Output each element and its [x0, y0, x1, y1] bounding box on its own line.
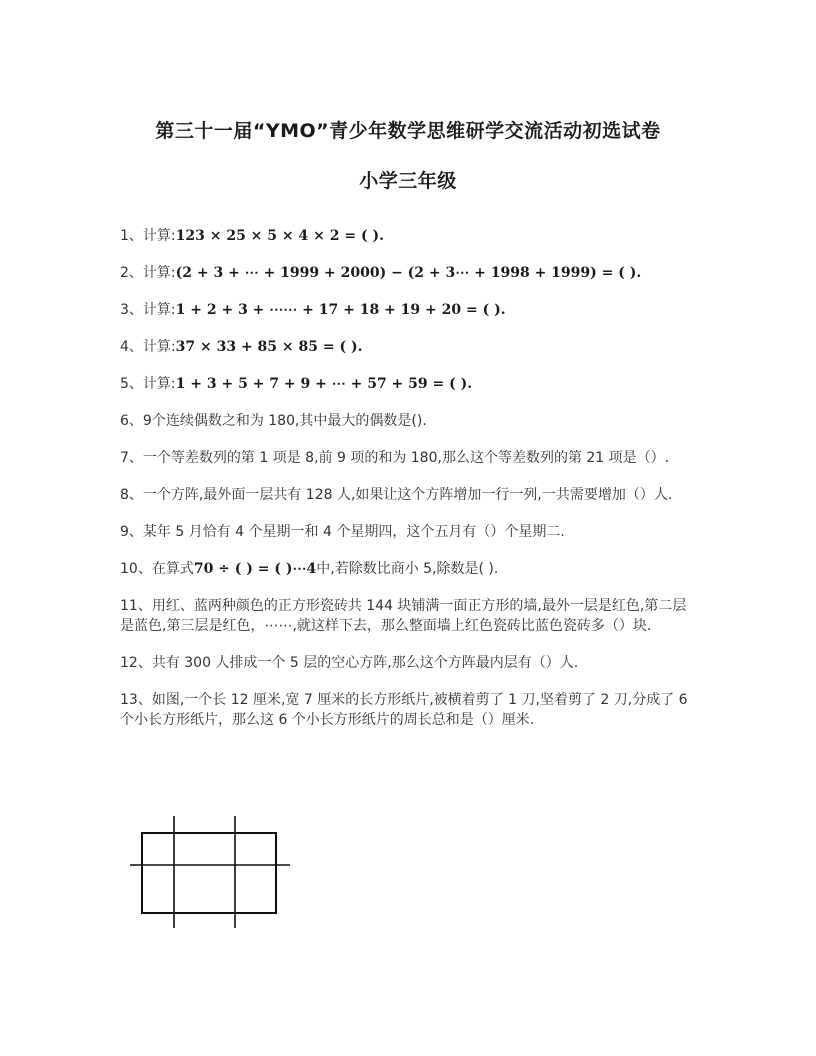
question-10-pre: 10、在算式	[120, 561, 194, 577]
question-6: 6、9个连续偶数之和为 180,其中最大的偶数是().	[120, 413, 427, 429]
question-10-post: 中,若除数比商小 5,除数是( ).	[316, 561, 499, 577]
exam-subtitle: 小学三年级	[359, 170, 457, 192]
question-5-label: 5、计算:	[120, 376, 176, 392]
question-4-math: 37 × 33 + 85 × 85 = ( ).	[175, 339, 363, 355]
question-3-math: 1 + 2 + 3 + ⋯⋯ + 17 + 18 + 19 + 20 = ( ).	[175, 302, 506, 318]
question-2-math: (2 + 3 + ⋯ + 1999 + 2000) − (2 + 3⋯ + 1998 + 1999) = ( ).	[175, 265, 642, 281]
question-10	[120, 559, 700, 579]
question-2-label: 2、计算:	[120, 265, 176, 281]
question-5	[120, 374, 700, 394]
question-1-math: 123 × 25 × 5 × 4 × 2 = ( ).	[175, 228, 384, 244]
question-13: 13、如图,一个长 12 厘米,宽 7 厘米的长方形纸片,被横着剪了 1 刀,坚着剪了 2 刀,分成了 6 个小长方形纸片，那么这 6 个小长方形纸片的周长总和是（）厘米.	[120, 692, 688, 728]
question-9: 9、某年 5 月恰有 4 个星期一和 4 个星期四，这个五月有（）个星期二.	[120, 524, 565, 540]
question-5-math: 1 + 3 + 5 + 7 + 9 + ⋯ + 57 + 59 = ( ).	[175, 376, 473, 392]
question-8: 8、一个方阵,最外面一层共有 128 人,如果让这个方阵增加一行一列,一共需要增加（）人.	[120, 487, 673, 503]
question-1-label: 1、计算:	[120, 228, 176, 244]
question-1	[120, 226, 700, 246]
question-4-label: 4、计算:	[120, 339, 176, 355]
rectangle-cut-lines-icon	[120, 808, 320, 938]
rectangle-cut-figure	[120, 808, 320, 938]
question-3-label: 3、计算:	[120, 302, 176, 318]
question-10-math: 70 ÷ ( ) = ( )⋯4	[193, 561, 317, 577]
question-7: 7、一个等差数列的第 1 项是 8,前 9 项的和为 180,那么这个等差数列的第 21 项是（）.	[120, 450, 670, 466]
question-11: 11、用红、蓝两种颜色的正方形瓷砖共 144 块铺满一面正方形的墙,最外一层是红色,第二层是蓝色,第三层是红色，⋯⋯,就这样下去，那么整面墙上红色瓷砖比蓝色瓷砖多（）块.	[120, 598, 687, 634]
question-12: 12、共有 300 人排成一个 5 层的空心方阵,那么这个方阵最内层有（）人.	[120, 655, 579, 671]
exam-title: 第三十一届“YMO”青少年数学思维研学交流活动初选试卷	[155, 120, 661, 142]
question-4	[120, 337, 700, 357]
paper-rectangle	[142, 833, 276, 913]
question-list	[120, 226, 700, 747]
question-3	[120, 300, 700, 320]
question-2	[120, 263, 700, 283]
